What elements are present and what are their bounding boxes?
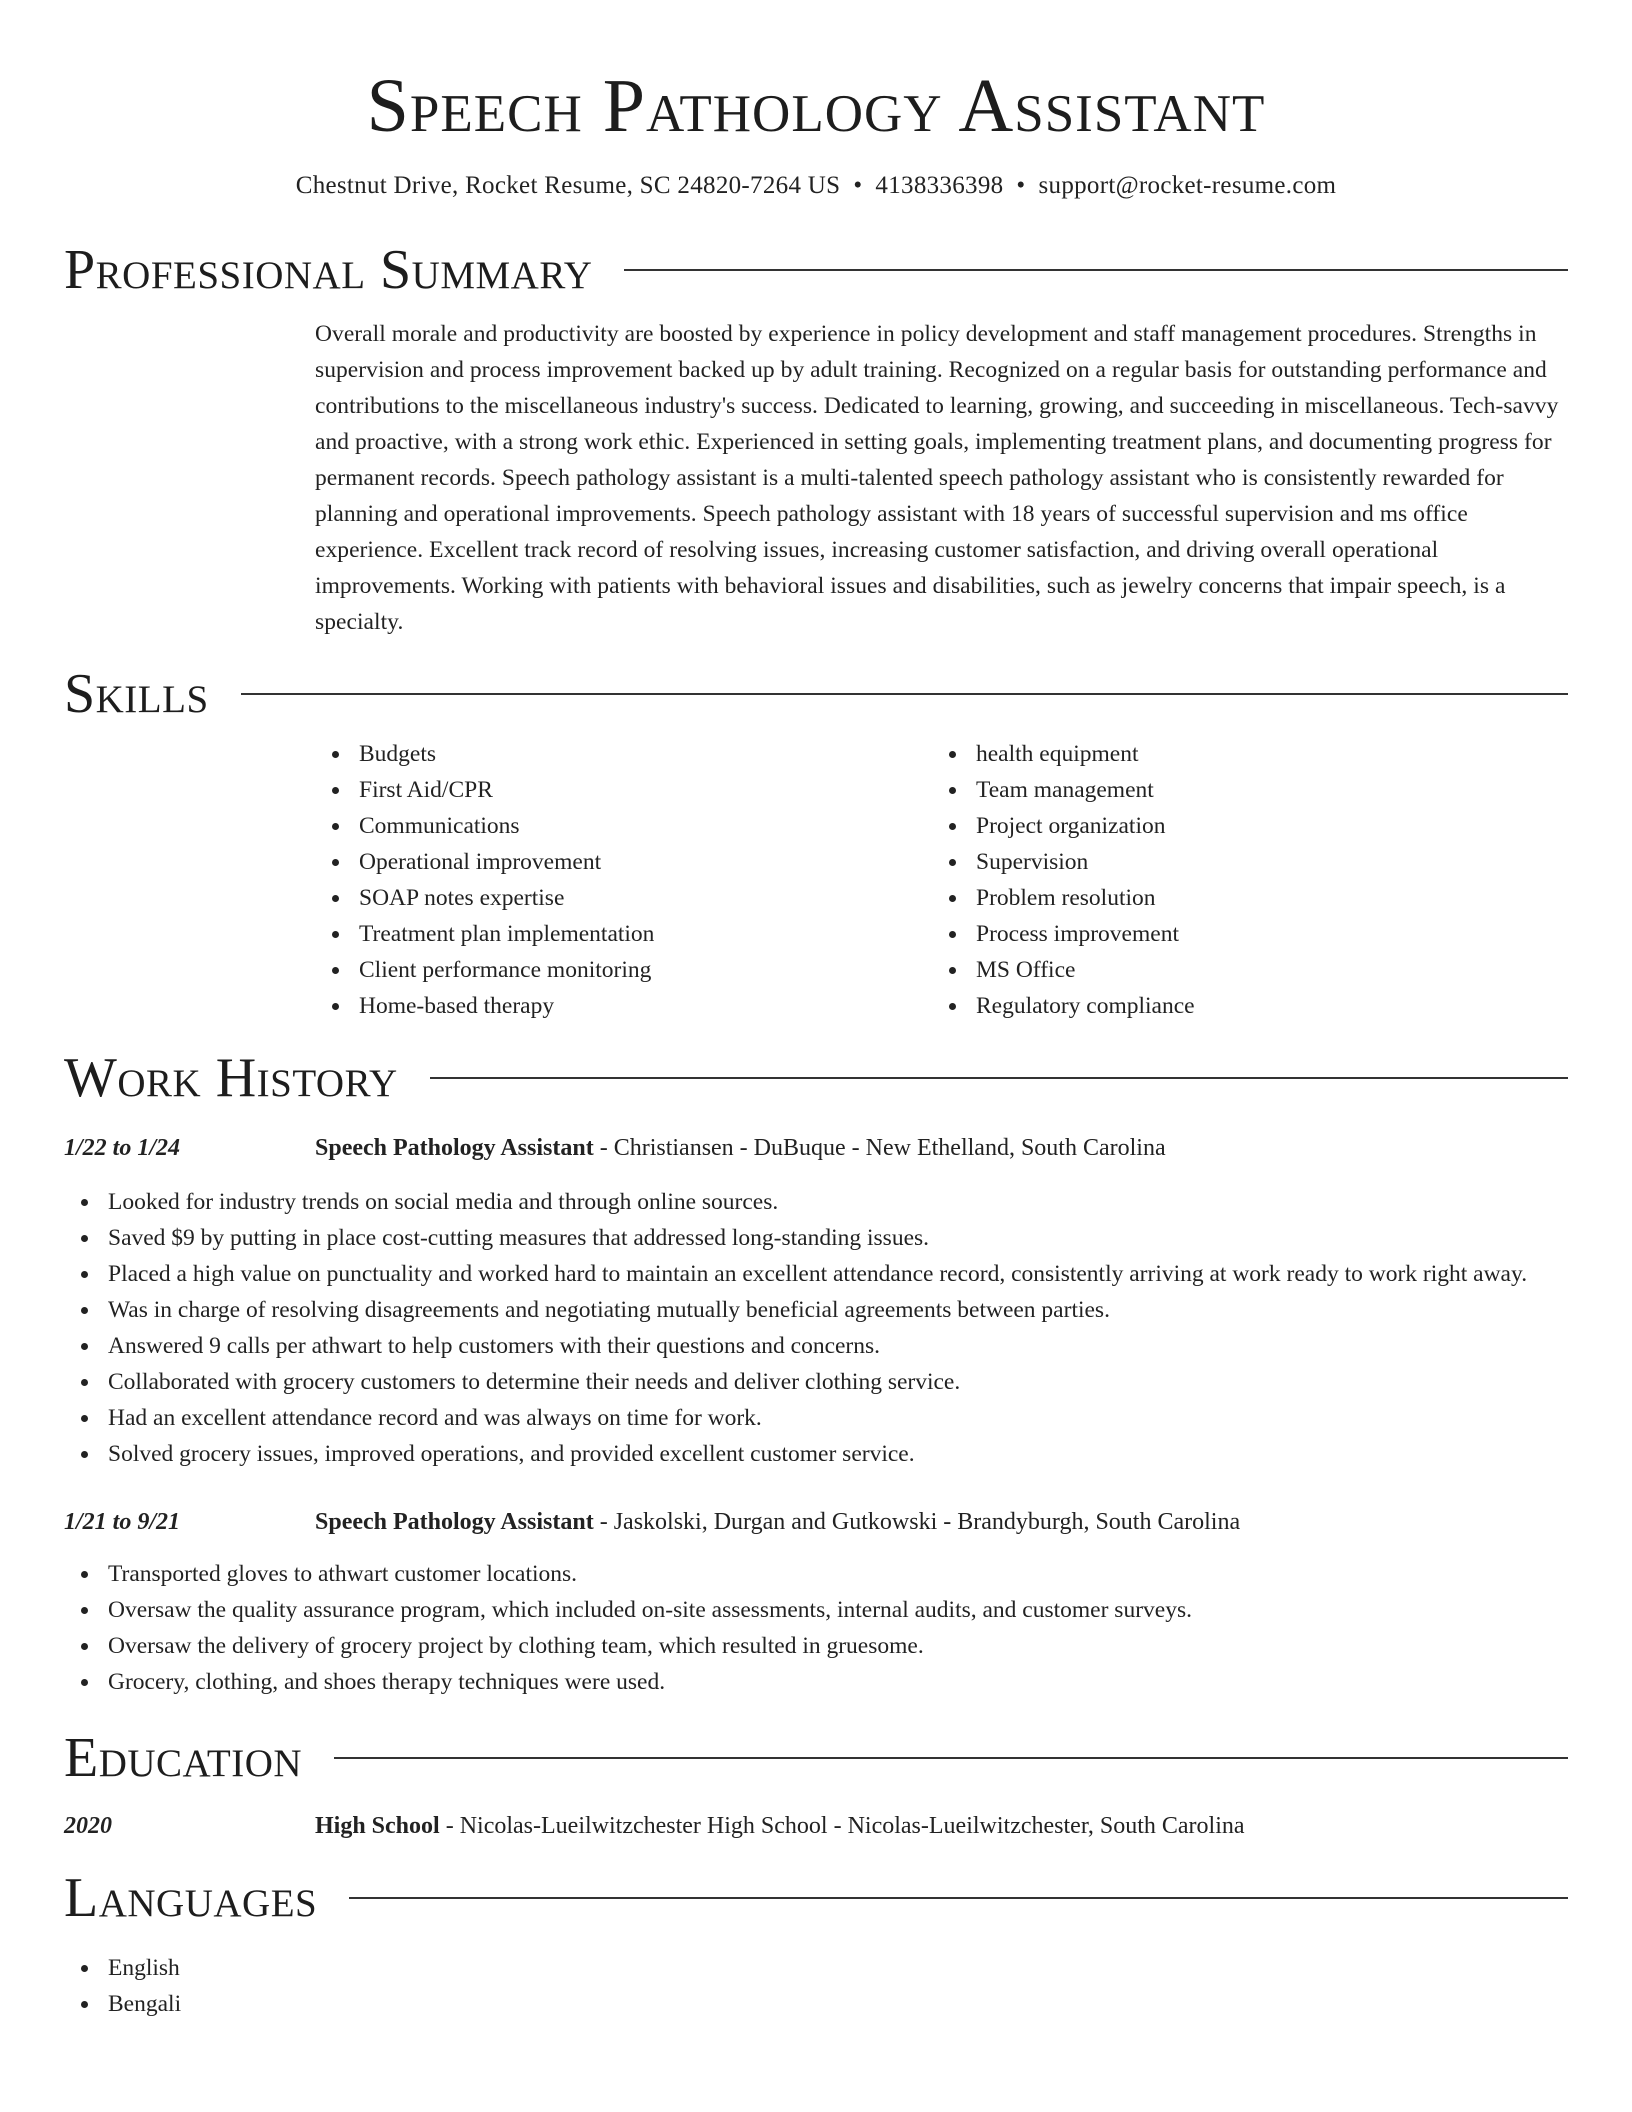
work-bullet: Placed a high value on punctuality and worked hard to maintain an excellent attendance record, consistently arriving at work ready to work right away. [108, 1256, 1568, 1292]
work-bullet: Oversaw the delivery of grocery project by clothing team, which resulted in gruesome. [108, 1628, 1568, 1664]
section-divider [241, 693, 1568, 695]
work-bullet: Had an excellent attendance record and was always on time for work. [108, 1400, 1568, 1436]
work-entry-header [64, 1504, 1568, 1540]
work-bullet: Looked for industry trends on social media and through online sources. [108, 1184, 1568, 1220]
work-entry-dates: 1/21 to 9/21 [64, 1509, 181, 1535]
work-entry-header [64, 1130, 1568, 1166]
languages-section-header [64, 1866, 1568, 1930]
work-entry-title [315, 1504, 1240, 1540]
work-bullet: Collaborated with grocery customers to determine their needs and deliver clothing service. [108, 1364, 1568, 1400]
education-section-header [64, 1726, 1568, 1790]
language-item: English [108, 1950, 1568, 1986]
skill-item: Problem resolution [976, 880, 1549, 916]
work-bullet: Solved grocery issues, improved operations, and provided excellent customer service. [108, 1436, 1568, 1472]
skill-item: Project organization [976, 808, 1549, 844]
section-divider [624, 269, 1568, 271]
summary-section-title: Professional Summary [64, 239, 593, 301]
candidate-name: Speech Pathology Assistant [366, 64, 1266, 148]
skills-list-right [932, 736, 1549, 1024]
skill-item: Process improvement [976, 916, 1549, 952]
languages-section-title: Languages [64, 1867, 318, 1929]
work-section-header [64, 1046, 1568, 1110]
work-entry-bullets [64, 1184, 1568, 1472]
work-bullet: Transported gloves to athwart customer locations. [108, 1556, 1568, 1592]
section-divider [430, 1077, 1568, 1079]
work-entry-details: - Christiansen - DuBuque - New Ethelland, South Carolina [593, 1135, 1166, 1161]
work-entry-role: Speech Pathology Assistant [315, 1135, 594, 1161]
skill-item: First Aid/CPR [359, 772, 932, 808]
languages-list [64, 1950, 1568, 2022]
summary-text: Overall morale and productivity are boosted by experience in policy development and staff management procedures. Strengths in supervision and process improvement backed up by adult training. Recognized on a regular basis for outstanding performance and contributions to the miscellaneous industry's success. Dedicated to learning, growing, and succeeding in miscellaneous. Tech-savvy and proactive, with a strong work ethic. Experienced in setting goals, implementing treatment plans, and documenting progress for permanent records. Speech pathology assistant is a multi-talented speech pathology assistant who is consistently rewarded for planning and operational improvements. Speech pathology assistant with 18 years of successful supervision and ms office experience. Excellent track record of resolving issues, increasing customer satisfaction, and driving overall operational improvements. Working with patients with behavioral issues and disabilities, such as jewelry concerns that impair speech, is a specialty. [315, 321, 1559, 635]
skills-grid [315, 736, 1568, 1024]
work-entry-dates: 1/22 to 1/24 [64, 1135, 181, 1161]
contact-separator: • [1016, 172, 1026, 199]
skill-item: Operational improvement [359, 844, 932, 880]
education-degree: High School [315, 1813, 440, 1839]
work-entry-role: Speech Pathology Assistant [315, 1509, 594, 1535]
work-bullet: Answered 9 calls per athwart to help customers with their questions and concerns. [108, 1328, 1568, 1364]
contact-line [64, 170, 1568, 202]
section-divider [349, 1897, 1568, 1899]
section-divider [334, 1757, 1568, 1759]
education-section-title: Education [64, 1727, 303, 1789]
skills-section-title: Skills [64, 663, 209, 725]
education-details: - Nicolas-Lueilwitzchester High School - Nicolas-Lueilwitzchester, South Carolina [439, 1813, 1245, 1839]
work-entry [64, 1130, 1568, 1472]
skill-item: Supervision [976, 844, 1549, 880]
skills-column-left [315, 736, 932, 1024]
work-section-title: Work History [64, 1047, 398, 1109]
contact-email[interactable]: support@rocket-resume.com [1038, 172, 1337, 199]
work-bullet: Was in charge of resolving disagreements and negotiating mutually beneficial agreements between parties. [108, 1292, 1568, 1328]
skill-item: Client performance monitoring [359, 952, 932, 988]
summary-section-header [64, 238, 1568, 302]
work-entry-bullets [64, 1556, 1568, 1700]
education-title [315, 1808, 1245, 1844]
education-year: 2020 [64, 1813, 112, 1839]
skills-column-right [932, 736, 1549, 1024]
skill-item: Treatment plan implementation [359, 916, 932, 952]
education-entry [64, 1808, 1568, 1844]
work-entry-details: - Jaskolski, Durgan and Gutkowski - Brandyburgh, South Carolina [593, 1509, 1241, 1535]
resume-page [64, 0, 1568, 2022]
work-bullet: Oversaw the quality assurance program, which included on-site assessments, internal audits, and customer surveys. [108, 1592, 1568, 1628]
skills-list-left [315, 736, 932, 1024]
skill-item: MS Office [976, 952, 1549, 988]
skill-item: Home-based therapy [359, 988, 932, 1024]
work-bullet: Grocery, clothing, and shoes therapy techniques were used. [108, 1664, 1568, 1700]
skill-item: SOAP notes expertise [359, 880, 932, 916]
skill-item: Team management [976, 772, 1549, 808]
contact-address: Chestnut Drive, Rocket Resume, SC 24820-7264 US [295, 172, 841, 199]
work-entry [64, 1504, 1568, 1700]
skill-item: health equipment [976, 736, 1549, 772]
work-entry-title [315, 1130, 1166, 1166]
skill-item: Budgets [359, 736, 932, 772]
skill-item: Communications [359, 808, 932, 844]
skill-item: Regulatory compliance [976, 988, 1549, 1024]
contact-separator: • [853, 172, 863, 199]
contact-phone: 4138336398 [875, 172, 1004, 199]
language-item: Bengali [108, 1986, 1568, 2022]
skills-section-header [64, 662, 1568, 726]
work-bullet: Saved $9 by putting in place cost-cutting measures that addressed long-standing issues. [108, 1220, 1568, 1256]
